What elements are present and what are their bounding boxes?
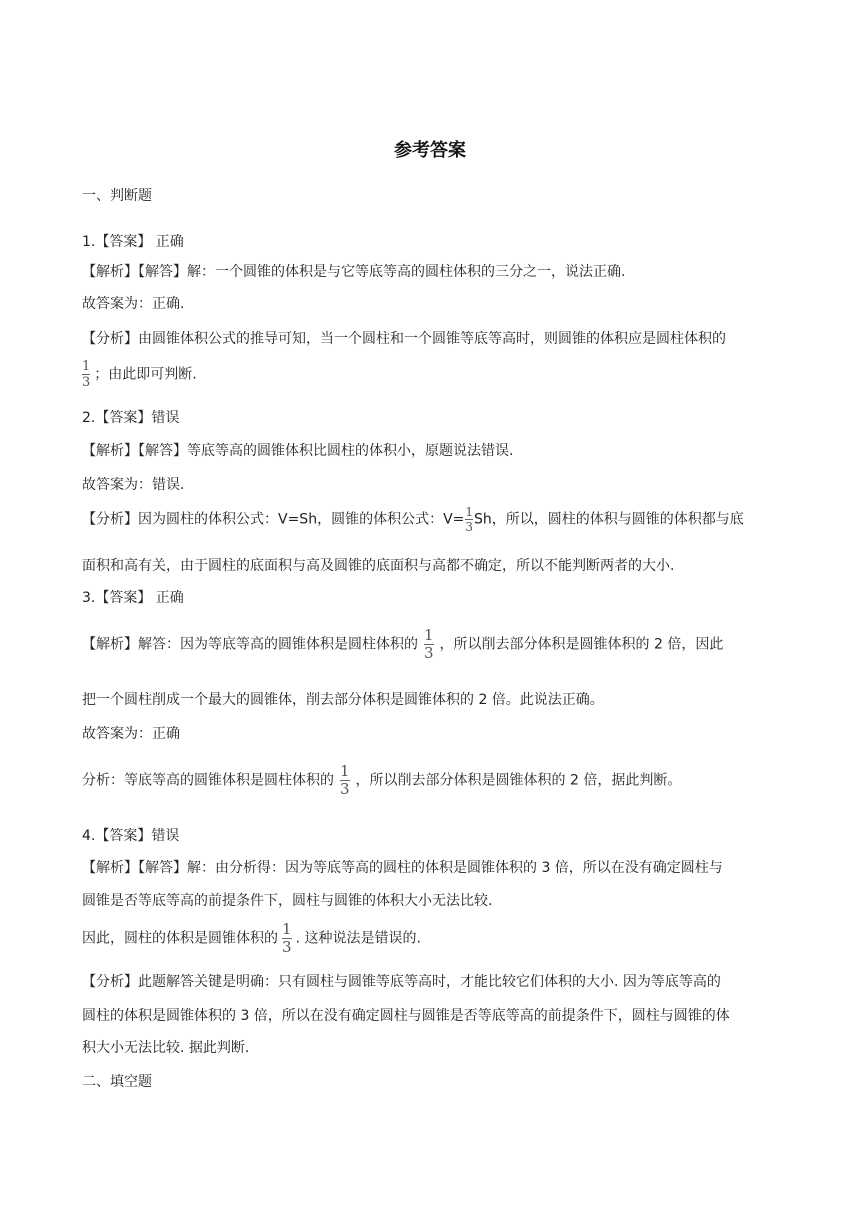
page-title: 参考答案 [394, 140, 466, 161]
q3-explanation-head: 【解析】解答：因为等底等高的圆锥体积是圆柱体积的 [82, 636, 418, 653]
q1-analysis-line1: 【分析】由圆锥体积公式的推导可知，当一个圆柱和一个圆锥等底等高时，则圆锥的体积应是圆柱体积的 [82, 331, 726, 347]
q3-answer: 3.【答案】 正确 [82, 590, 184, 606]
q4-explanation-line1: 【解析】【解答】解：由分析得：因为等底等高的圆柱的体积是圆锥体积的 3 倍，所以在没有确定圆柱与 [82, 860, 723, 876]
q2-analysis-tail: Sh，所以，圆柱的体积与圆锥的体积都与底 [474, 511, 744, 528]
q4-statement-tail: . 这种说法是错误的. [295, 930, 421, 947]
q2-analysis-line1 [82, 506, 782, 544]
q4-analysis-line3: 积大小无法比较. 据此判断. [82, 1040, 250, 1056]
q4-explanation-line2: 圆锥是否等底等高的前提条件下，圆柱与圆锥的体积大小无法比较. [82, 893, 493, 909]
fraction-one-third: $\frac{1}{3}$ [424, 626, 434, 662]
fraction-one-third: $\frac{1}{3}$ [340, 762, 350, 798]
section-heading-judgement: 一、判断题 [82, 188, 152, 204]
q1-analysis-tail: ；由此即可判断. [94, 366, 197, 383]
fraction-one-third: $\frac{1}{3}$ [465, 505, 474, 534]
section-heading-fill-in: 二、填空题 [82, 1074, 152, 1090]
q3-analysis [82, 764, 782, 804]
q1-final-answer: 故答案为：正确. [82, 296, 185, 312]
q4-analysis-line2: 圆柱的体积是圆锥体积的 3 倍，所以在没有确定圆柱与圆锥是否等底等高的前提条件下，圆柱与圆锥的体 [82, 1008, 730, 1024]
fraction-one-third: $\frac{1}{3}$ [82, 359, 91, 390]
q4-analysis-line1: 【分析】此题解答关键是明确：只有圆柱与圆锥等底等高时，才能比较它们体积的大小. 因为等底等高的 [82, 974, 721, 990]
q4-answer: 4.【答案】错误 [82, 828, 180, 844]
q2-analysis-line2: 面积和高有关，由于圆柱的底面积与高及圆锥的底面积与高都不确定，所以不能判断两者的大小. [82, 558, 675, 574]
q3-explanation-line2: 把一个圆柱削成一个最大的圆锥体，削去部分体积是圆锥体积的 2 倍。此说法正确。 [82, 692, 604, 708]
q2-answer: 2.【答案】错误 [82, 410, 180, 426]
q3-explanation-line1 [82, 628, 782, 668]
fraction-one-third: $\frac{1}{3}$ [282, 920, 292, 956]
q4-statement-head: 因此，圆柱的体积是圆锥体积的 [82, 930, 278, 947]
q3-analysis-tail: ，所以削去部分体积是圆锥体积的 2 倍，据此判断。 [355, 772, 682, 789]
q2-explanation: 【解析】【解答】等底等高的圆锥体积比圆柱的体积小，原题说法错误. [82, 443, 514, 459]
q3-explanation-tail: ，所以削去部分体积是圆锥体积的 2 倍，因此 [439, 636, 724, 653]
q1-explanation: 【解析】【解答】解：一个圆锥的体积是与它等底等高的圆柱体积的三分之一，说法正确. [82, 264, 626, 280]
q1-analysis-line2 [82, 360, 782, 398]
q1-answer: 1.【答案】 正确 [82, 234, 184, 250]
q3-final-answer: 故答案为：正确 [82, 726, 180, 742]
q3-analysis-head: 分析：等底等高的圆锥体积是圆柱体积的 [82, 772, 334, 789]
q4-statement [82, 922, 782, 962]
q2-final-answer: 故答案为：错误. [82, 477, 185, 493]
q2-analysis-head: 【分析】因为圆柱的体积公式：V=Sh，圆锥的体积公式：V= [82, 511, 465, 528]
